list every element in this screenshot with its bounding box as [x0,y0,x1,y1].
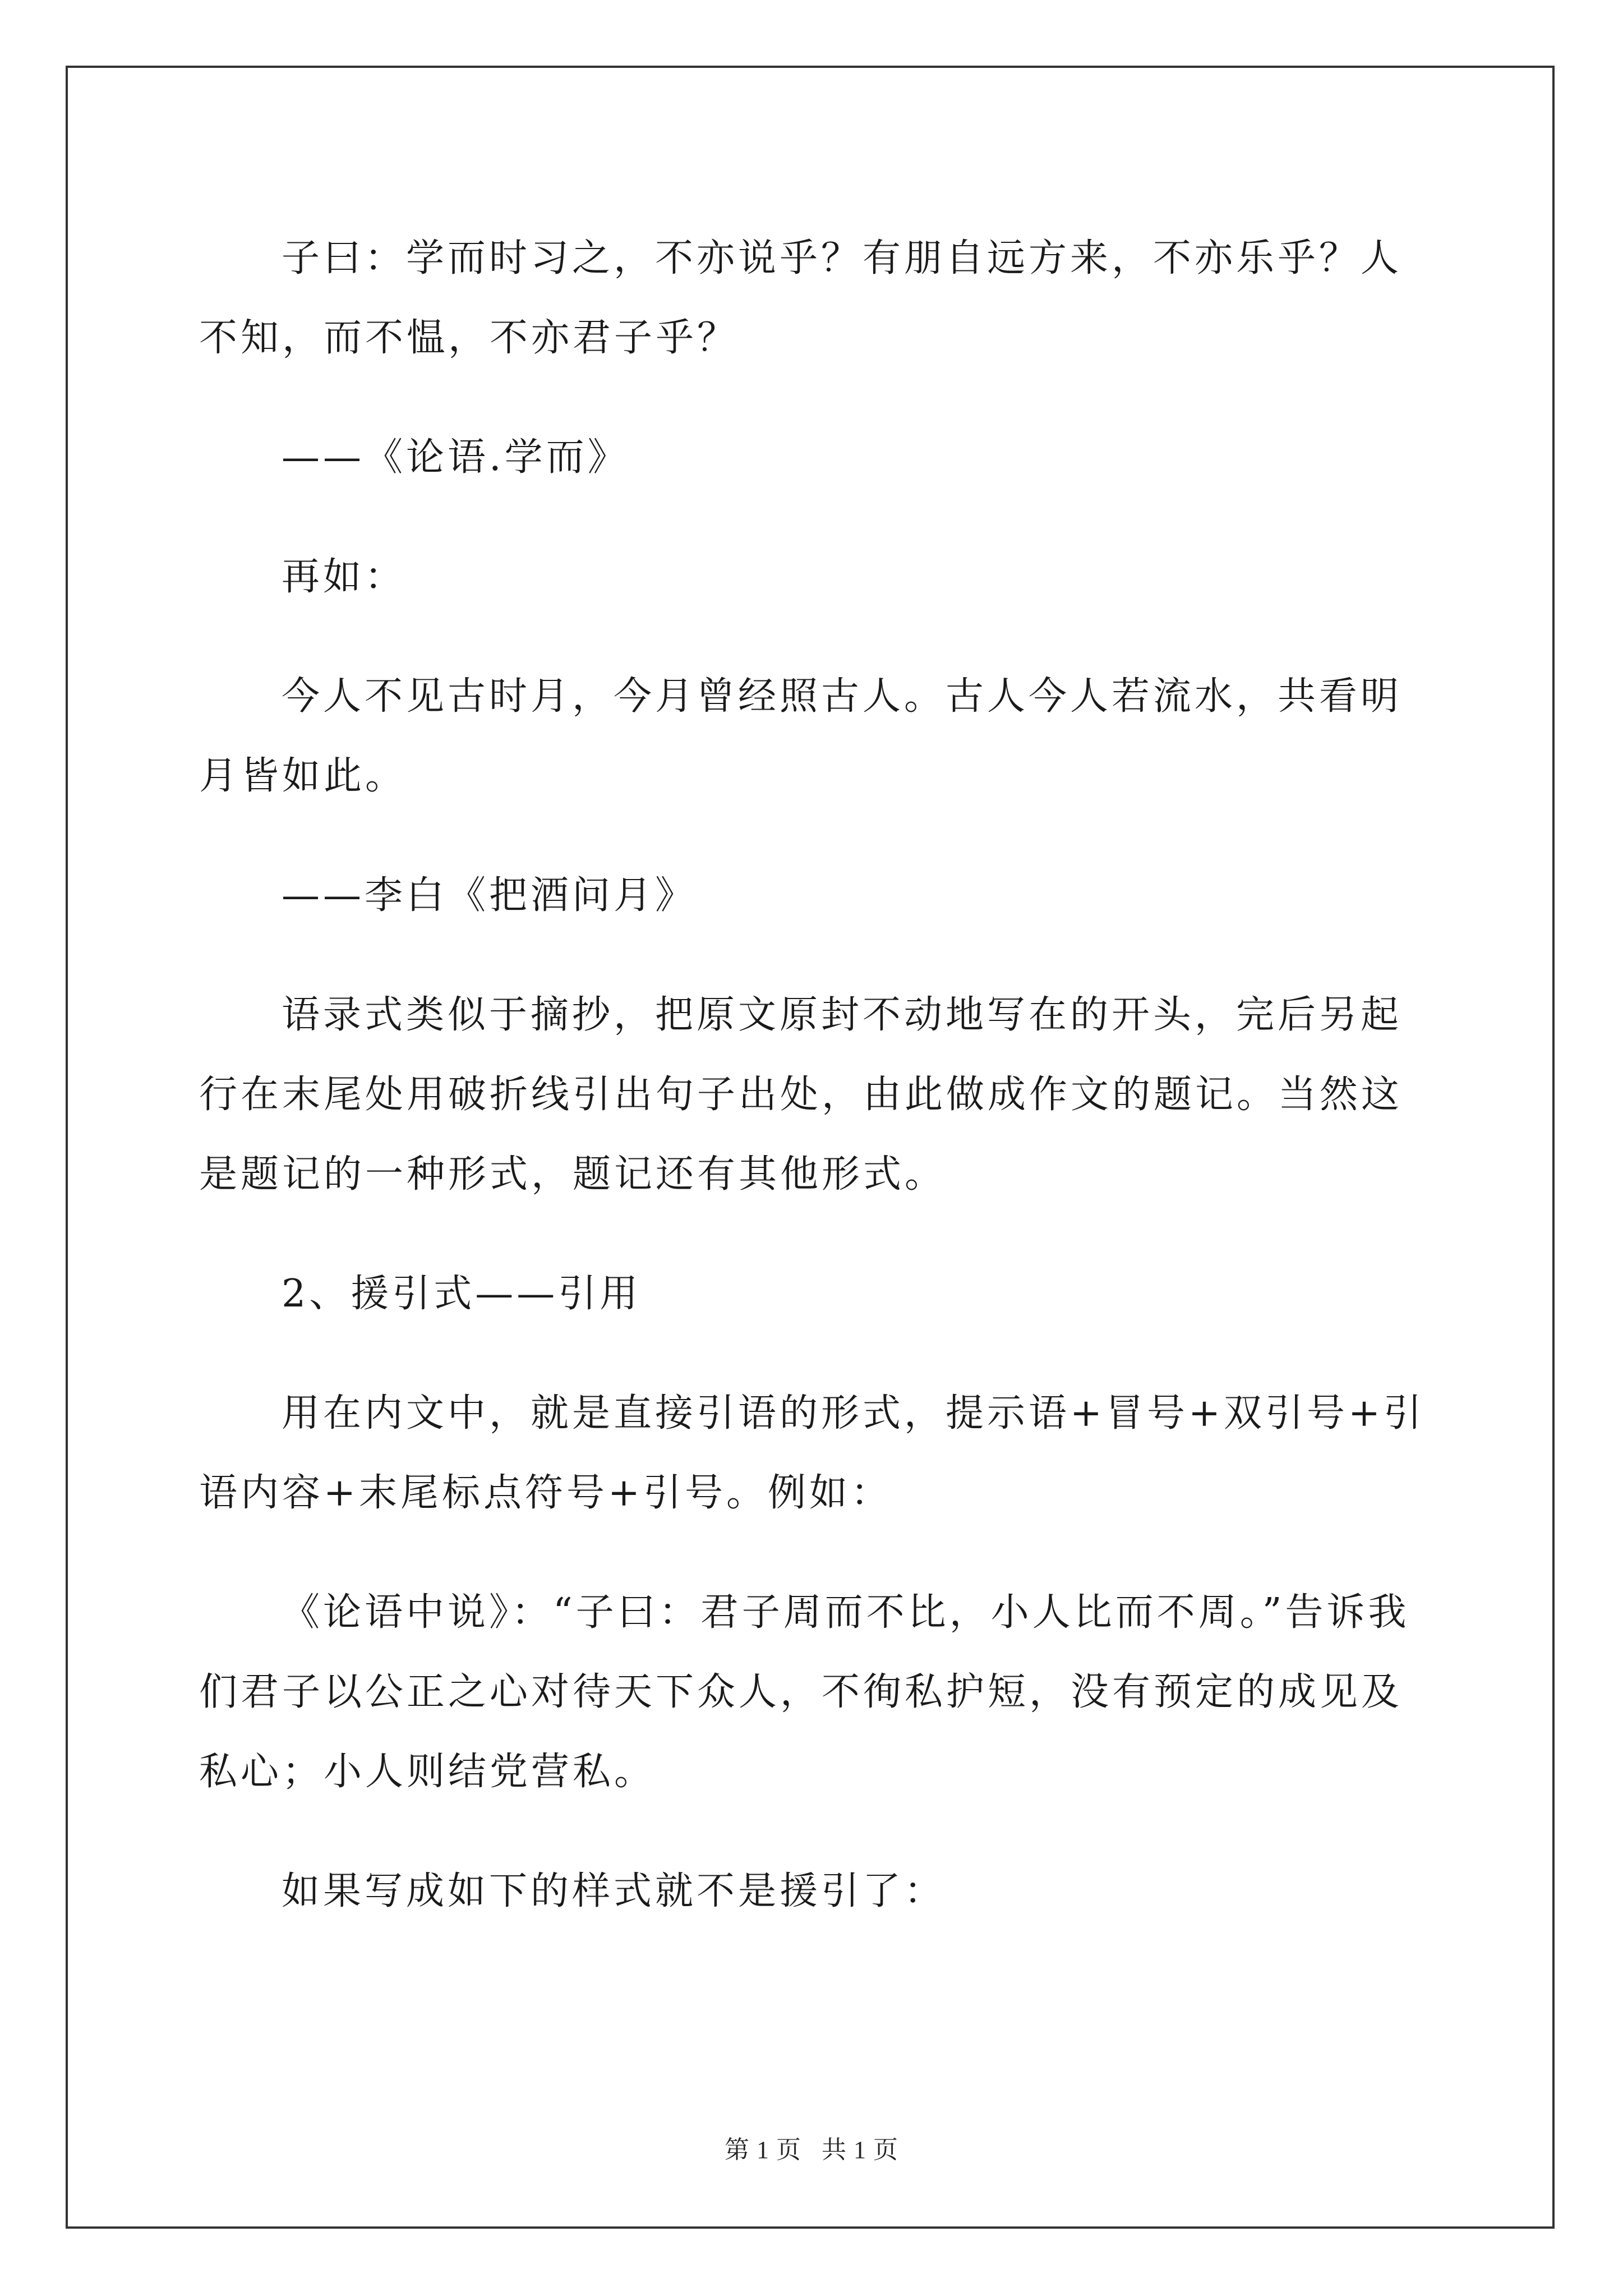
section-heading-citation: 2、援引式——引用 [282,1272,642,1316]
page-footer [0,2129,1623,2165]
page-total: 共 1 页 [822,2136,898,2164]
paragraph-explanation: 语录式类似于摘抄，把原文原封不动地写在的开头，完后另起行在末尾处用破折线引出句子出处，由此做成作文的题记。当然这是题记的一种形式，题记还有其他形式。 [199,993,1403,1197]
paragraph-citation-format: 用在内文中，就是直接引语的形式，提示语+冒号+双引号+引语内容+末尾标点符号+引号。例如： [199,1391,1425,1515]
paragraph-citation-example: 《论语中说》：“子曰：君子周而不比，小人比而不周。”告诉我们君子以公正之心对待天下众人，不徇私护短，没有预定的成见及私心；小人则结党营私。 [199,1590,1410,1794]
paragraph-poem-quote: 今人不见古时月，今月曾经照古人。古人今人若流水，共看明月皆如此。 [199,674,1403,798]
paragraph-analects-source: ——《论语.学而》 [282,435,629,480]
paragraph-analects-quote: 子曰：学而时习之，不亦说乎？有朋自远方来，不亦乐乎？人不知，而不愠，不亦君子乎？ [199,236,1403,360]
paragraph-another-example: 再如： [282,555,407,599]
page-number: 第 1 页 [725,2136,801,2164]
paragraph-poem-source: ——李白《把酒问月》 [282,873,697,918]
paragraph-counter-example: 如果写成如下的样式就不是援引了： [282,1869,946,1913]
